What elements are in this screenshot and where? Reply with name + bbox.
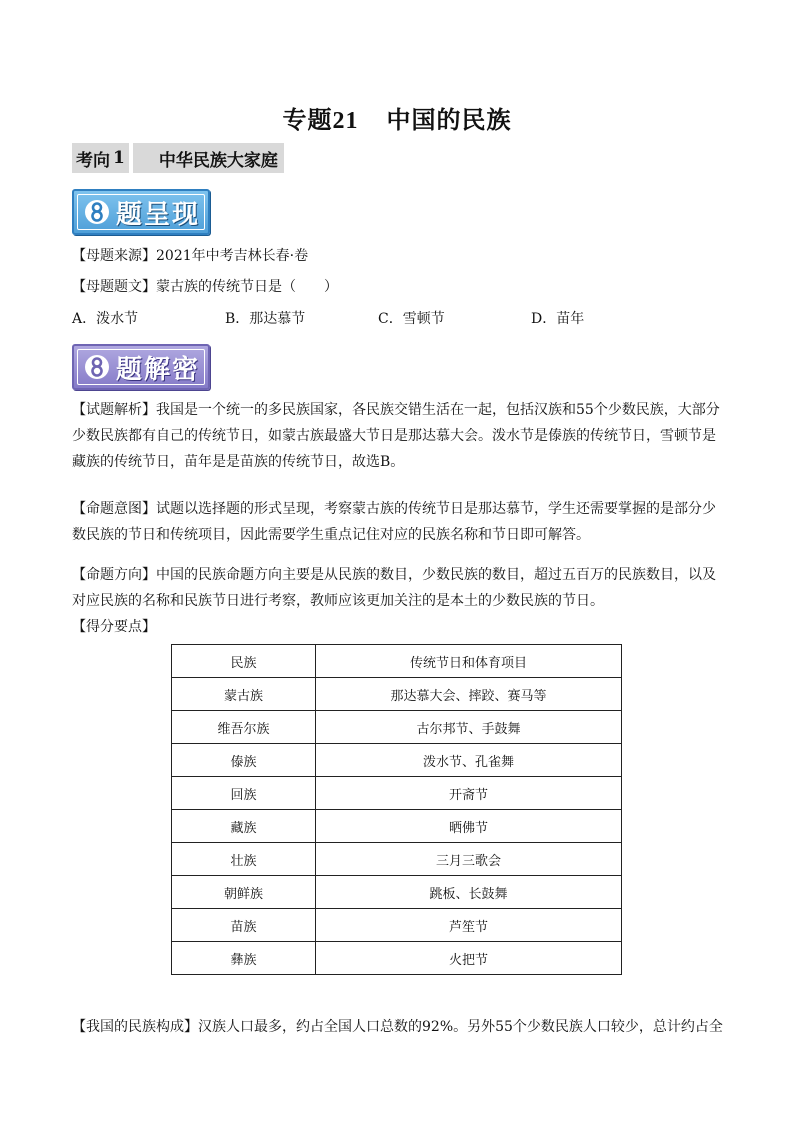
figure-8-icon: [84, 199, 110, 225]
title-name: 中国的民族: [386, 105, 512, 134]
analysis-paragraph: [72, 397, 727, 475]
table-cell-festival: 跳板、长鼓舞: [316, 876, 622, 909]
table-cell-festival: 火把节: [316, 942, 622, 975]
section-number: 1: [113, 148, 125, 168]
section-name-box: [133, 143, 284, 173]
question-text: 蒙古族的传统节日是（ ）: [156, 279, 338, 295]
section-number-box: [72, 143, 129, 173]
figure-8-icon: [84, 354, 110, 380]
table-row: [172, 909, 622, 942]
table-cell-festival: 泼水节、孔雀舞: [316, 744, 622, 777]
direction-label: 【命题方向】: [72, 567, 156, 583]
presentation-badge: [72, 189, 210, 235]
table-cell-ethnic-group: 壮族: [172, 843, 316, 876]
table-cell-festival: 开斋节: [316, 777, 622, 810]
table-header-row: [172, 645, 622, 678]
table-row: [172, 876, 622, 909]
key-points-label: 【得分要点】: [72, 619, 156, 635]
title-number: 21: [332, 108, 359, 134]
composition-line: [72, 1017, 727, 1037]
table-cell-festival: 三月三歌会: [316, 843, 622, 876]
table-cell-ethnic-group: 傣族: [172, 744, 316, 777]
table-cell-ethnic-group: 藏族: [172, 810, 316, 843]
festival-table: [171, 644, 622, 975]
table-row: [172, 942, 622, 975]
option-c: C．雪顿节: [378, 311, 445, 327]
analysis-badge-text: 题解密: [116, 354, 201, 385]
table-header-cell: 传统节日和体育项目: [316, 645, 622, 678]
direction-text: 中国的民族命题方向主要是从民族的数目，少数民族的数目，超过五百万的民族数目，以及对应民族的名称和民族节日进行考察，教师应该更加关注的是本土的少数民族的节日。: [72, 567, 716, 609]
table-cell-ethnic-group: 朝鲜族: [172, 876, 316, 909]
table-row: [172, 843, 622, 876]
table-cell-festival: 古尔邦节、手鼓舞: [316, 711, 622, 744]
page-title: [0, 100, 794, 135]
table-row: [172, 711, 622, 744]
table-cell-ethnic-group: 苗族: [172, 909, 316, 942]
question-line: [72, 277, 727, 297]
table-cell-ethnic-group: 维吾尔族: [172, 711, 316, 744]
table-cell-ethnic-group: 回族: [172, 777, 316, 810]
source-label: 【母题来源】: [72, 248, 156, 264]
table-row: [172, 777, 622, 810]
table-cell-festival: 那达慕大会、摔跤、赛马等: [316, 678, 622, 711]
table-row: [172, 744, 622, 777]
table-cell-festival: 晒佛节: [316, 810, 622, 843]
presentation-badge-text: 题呈现: [116, 199, 201, 230]
analysis-text: 我国是一个统一的多民族国家，各民族交错生活在一起，包括汉族和55个少数民族，大部分少数民族都有自己的传统节日，如蒙古族最盛大节日是那达慕大会。泼水节是傣族的传统节日，雪顿节是藏族的传统节日，苗年是是苗族的传统节日，故选B。: [72, 402, 720, 470]
intent-paragraph: [72, 496, 727, 548]
table-row: [172, 678, 622, 711]
option-d: D．苗年: [531, 311, 585, 327]
composition-text: 汉族人口最多，约占全国人口总数的92%。另外55个少数民族人口较少，总计约占全: [198, 1019, 723, 1035]
table-row: [172, 810, 622, 843]
table-cell-ethnic-group: 蒙古族: [172, 678, 316, 711]
direction-paragraph: [72, 562, 727, 614]
source-line: [72, 246, 727, 266]
section-heading: [72, 143, 284, 173]
analysis-badge: [72, 344, 210, 390]
title-prefix: 专题: [282, 105, 333, 134]
table-header-cell: 民族: [172, 645, 316, 678]
table-cell-festival: 芦笙节: [316, 909, 622, 942]
question-label: 【母题题文】: [72, 279, 156, 295]
intent-text: 试题以选择题的形式呈现，考察蒙古族的传统节日是那达慕节，学生还需要掌握的是部分少数民族的节日和传统项目，因此需要学生重点记住对应的民族名称和节日即可解答。: [72, 501, 716, 543]
section-label: 考向: [76, 150, 110, 171]
option-b: B．那达慕节: [225, 311, 306, 327]
table-cell-ethnic-group: 彝族: [172, 942, 316, 975]
analysis-label: 【试题解析】: [72, 402, 156, 418]
section-name: 中华民族大家庭: [158, 150, 278, 171]
option-a: A．泼水节: [72, 311, 139, 327]
intent-label: 【命题意图】: [72, 501, 156, 517]
composition-label: 【我国的民族构成】: [72, 1019, 198, 1035]
options-row: [72, 308, 727, 328]
source-text: 2021年中考吉林长春·卷: [156, 248, 309, 264]
